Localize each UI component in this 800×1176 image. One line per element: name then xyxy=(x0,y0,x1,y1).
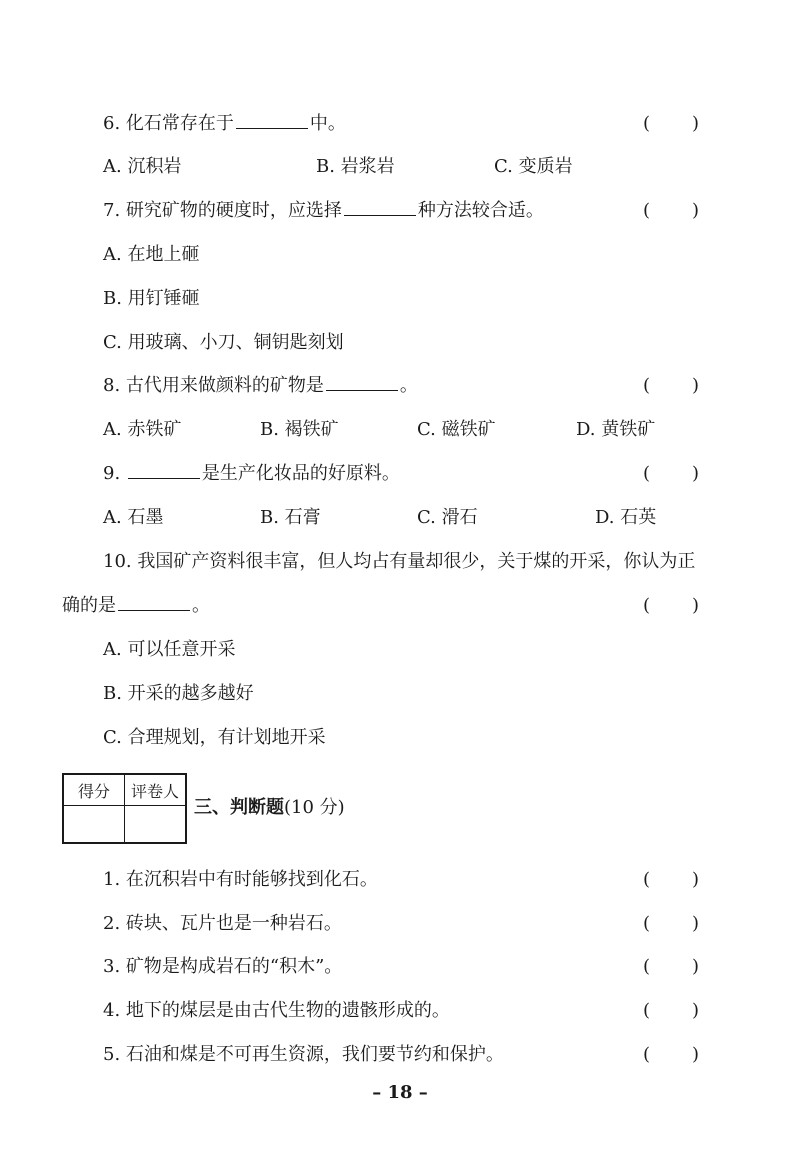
answer-paren[interactable]: ( ) xyxy=(643,595,700,616)
question-6 xyxy=(103,112,346,136)
question-text: 9. xyxy=(103,463,126,484)
option-a: A. 可以任意开采 xyxy=(103,639,236,660)
question-text: 7. 研究矿物的硬度时，应选择 xyxy=(103,200,342,221)
option-c: C. 变质岩 xyxy=(494,156,573,177)
option-c: C. 合理规划，有计划地开采 xyxy=(103,727,326,748)
answer-blank[interactable] xyxy=(118,594,190,611)
grader-header: 评卷人 xyxy=(125,774,187,806)
option-a: A. 在地上砸 xyxy=(103,244,200,265)
question-10-line2 xyxy=(62,594,210,618)
answer-blank[interactable] xyxy=(236,112,308,129)
option-b: B. 开采的越多越好 xyxy=(103,683,254,704)
option-d: D. 黄铁矿 xyxy=(576,419,656,440)
section-heading: 三、判断题 xyxy=(194,797,284,818)
section-points: (10 分) xyxy=(284,797,345,818)
score-table xyxy=(62,773,187,844)
answer-blank[interactable] xyxy=(344,199,416,216)
option-b: B. 石膏 xyxy=(260,507,321,528)
question-text-end: 是生产化妆品的好原料。 xyxy=(201,463,400,484)
answer-paren[interactable]: ( ) xyxy=(643,200,700,221)
option-a: A. 石墨 xyxy=(103,507,164,528)
judgment-item: 4. 地下的煤层是由古代生物的遗骸形成的。 xyxy=(103,1000,450,1021)
option-c: C. 用玻璃、小刀、铜钥匙刻划 xyxy=(103,332,344,353)
answer-paren[interactable]: ( ) xyxy=(643,1000,700,1021)
judgment-item: 1. 在沉积岩中有时能够找到化石。 xyxy=(103,869,378,890)
grader-cell[interactable] xyxy=(125,806,187,844)
judgment-item: 3. 矿物是构成岩石的“积木”。 xyxy=(103,956,343,977)
answer-paren[interactable]: ( ) xyxy=(643,113,700,134)
answer-paren[interactable]: ( ) xyxy=(643,869,700,890)
option-b: B. 用钉锤砸 xyxy=(103,288,200,309)
option-c: C. 滑石 xyxy=(417,507,478,528)
question-7 xyxy=(103,199,544,223)
question-text-end: 。 xyxy=(192,595,210,616)
question-text-end: 。 xyxy=(399,375,418,396)
page-number: – 18 – xyxy=(372,1082,428,1103)
answer-paren[interactable]: ( ) xyxy=(643,1044,700,1065)
question-10-line1: 10. 我国矿产资料很丰富，但人均占有量却很少，关于煤的开采，你认为正 xyxy=(103,551,696,572)
question-text-end: 中。 xyxy=(309,113,346,134)
question-text: 确的是 xyxy=(62,595,116,616)
question-text: 8. 古代用来做颜料的矿物是 xyxy=(103,375,324,396)
answer-paren[interactable]: ( ) xyxy=(643,375,700,396)
option-d: D. 石英 xyxy=(595,507,657,528)
option-a: A. 沉积岩 xyxy=(103,156,182,177)
score-header: 得分 xyxy=(63,774,125,806)
question-text: 6. 化石常存在于 xyxy=(103,113,234,134)
option-c: C. 磁铁矿 xyxy=(417,419,496,440)
score-cell[interactable] xyxy=(63,806,125,844)
answer-paren[interactable]: ( ) xyxy=(643,913,700,934)
option-a: A. 赤铁矿 xyxy=(103,419,182,440)
option-b: B. 岩浆岩 xyxy=(316,156,395,177)
section-title xyxy=(194,796,345,820)
question-9 xyxy=(103,462,400,486)
judgment-item: 2. 砖块、瓦片也是一种岩石。 xyxy=(103,913,342,934)
judgment-item: 5. 石油和煤是不可再生资源，我们要节约和保护。 xyxy=(103,1044,504,1065)
question-8 xyxy=(103,374,418,398)
answer-blank[interactable] xyxy=(326,374,398,391)
option-b: B. 褐铁矿 xyxy=(260,419,339,440)
answer-blank[interactable] xyxy=(128,462,200,479)
answer-paren[interactable]: ( ) xyxy=(643,463,700,484)
question-text-end: 种方法较合适。 xyxy=(417,200,544,221)
answer-paren[interactable]: ( ) xyxy=(643,956,700,977)
